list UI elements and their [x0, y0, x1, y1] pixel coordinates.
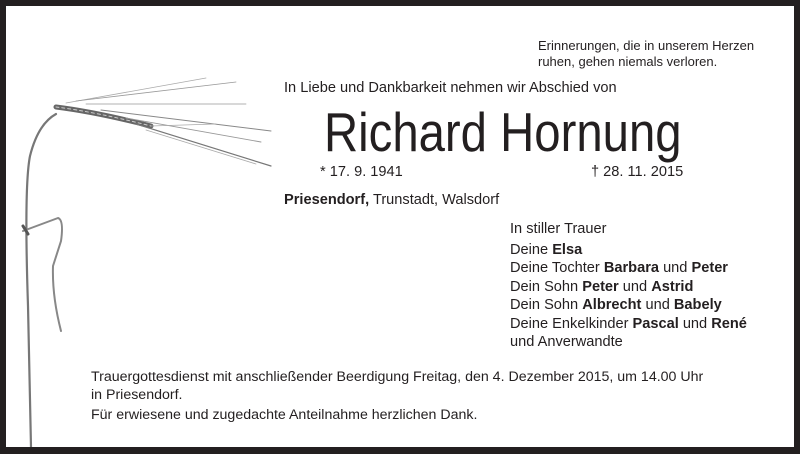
- intro-text: In Liebe und Dankbarkeit nehmen wir Abschied von: [284, 80, 617, 96]
- place-others: Trunstadt, Walsdorf: [369, 192, 500, 208]
- mourner-line: Dein Sohn Peter und Astrid: [510, 279, 694, 295]
- service-line-1: Trauergottesdienst mit anschließender Beerdigung Freitag, den 4. Dezember 2015, um 14.00 Uhr: [91, 369, 704, 385]
- mourner-line: Deine Enkelkinder Pascal und René: [510, 316, 747, 332]
- service-line-2: in Priesendorf.: [91, 387, 183, 403]
- places: [284, 191, 499, 209]
- obituary-notice: [6, 6, 794, 447]
- thanks-text: Für erwiesene und zugedachte Anteilnahme herzlichen Dank.: [91, 407, 478, 423]
- death-date: † 28. 11. 2015: [591, 164, 684, 180]
- place-main: Priesendorf,: [284, 192, 370, 208]
- mourner-line: Deine Elsa: [510, 242, 583, 258]
- mourner-line: Dein Sohn Albrecht und Babely: [510, 297, 722, 313]
- motto-line-1: Erinnerungen, die in unserem Herzen: [538, 38, 755, 53]
- birth-date: * 17. 9. 1941: [320, 164, 403, 180]
- mourner-line: Deine Tochter Barbara und Peter: [510, 260, 728, 276]
- mourners-closing: und Anverwandte: [510, 334, 623, 350]
- motto-line-2: ruhen, gehen niemals verloren.: [538, 54, 718, 69]
- deceased-name: Richard Hornung: [324, 101, 682, 163]
- mourners-heading: In stiller Trauer: [510, 221, 607, 237]
